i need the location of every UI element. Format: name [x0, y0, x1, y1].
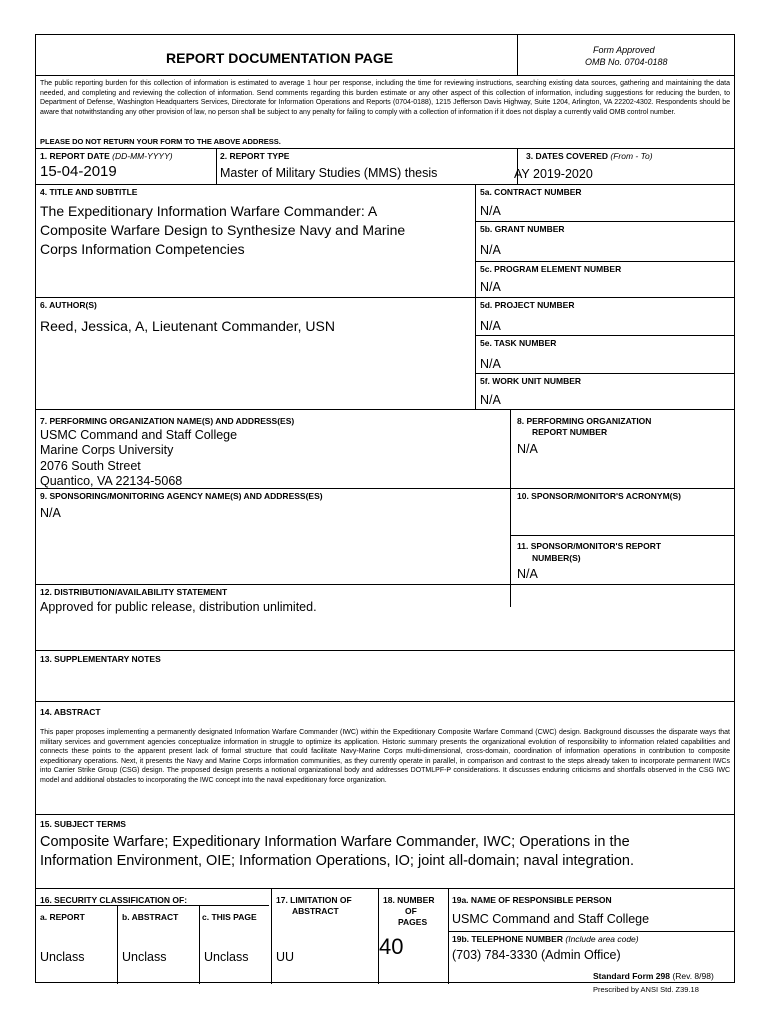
limitation-label: 17. LIMITATION OF — [276, 895, 352, 905]
number-of-pages-label-2: OF — [405, 906, 417, 916]
number-of-pages-label-3: PAGES — [398, 917, 428, 927]
distribution-value: Approved for public release, distribution unlimited. — [40, 600, 317, 614]
distribution-label: 12. DISTRIBUTION/AVAILABILITY STATEMENT — [40, 587, 228, 597]
report-title-line-1: The Expeditionary Information Warfare Commander: A — [40, 203, 378, 219]
program-element-label: 5c. PROGRAM ELEMENT NUMBER — [480, 264, 622, 274]
responsible-person-value: USMC Command and Staff College — [452, 912, 650, 926]
number-of-pages-value: 40 — [379, 934, 404, 959]
report-date-value: 15-04-2019 — [40, 163, 117, 180]
dates-covered-value: AY 2019-2020 — [514, 167, 593, 181]
abstract-text: This paper proposes implementing a permanently designated Information Warfare Commander (IWC) within the Expeditionary Composite Warfare Command (CWC) design. Background discusses the disparate ways that military services and government agencies conceptualize information in struggle to optimize its application. Historic summary presents the organizational evolution of responsibility to information related capabilities and connects these points to the apparent present lack of formal structure that could facilitate Navy-Marine Corps multi-dimensional, cross-domain, coordination of information operations in contribution to composite expeditionary operations. Next, it presents the Navy and Marine Corps information communities, as they currently operate in parallel, in comparison and contrast to the steps already taken to incorporate permanent IWCs into Carrier Strike Group (CSG) design. The proposed design presents a notional organizational body and addresses DOTMLPF-P considerations. It discusses enduring criticisms and shortfalls observed in the CSG IWC model and additional obstacles to incorporating the IWC concept into the naval expeditionary force organization. — [40, 729, 730, 784]
security-classification-label: 16. SECURITY CLASSIFICATION OF: — [40, 895, 188, 905]
authors-label: 6. AUTHOR(S) — [40, 300, 97, 310]
security-report-value: Unclass — [40, 950, 85, 964]
limitation-label-2: ABSTRACT — [292, 906, 339, 916]
sponsor-report-label-2: NUMBER(S) — [532, 553, 581, 563]
dates-covered-label: 3. DATES COVERED (From - To) — [526, 151, 653, 161]
performing-org-line-4: Quantico, VA 22134-5068 — [40, 474, 183, 488]
telephone-value: (703) 784-3330 (Admin Office) — [452, 948, 621, 962]
performing-org-label: 7. PERFORMING ORGANIZATION NAME(S) AND ADDRESS(ES) — [40, 416, 295, 426]
security-page-label: c. THIS PAGE — [202, 912, 257, 922]
performing-org-line-3: 2076 South Street — [40, 459, 141, 473]
task-number-label: 5e. TASK NUMBER — [480, 338, 557, 348]
form-approved-label: Form Approved — [593, 45, 655, 55]
security-page-value: Unclass — [204, 950, 249, 964]
omb-number: OMB No. 0704-0188 — [585, 57, 668, 67]
grant-number-value: N/A — [480, 243, 501, 257]
author-value: Reed, Jessica, A, Lieutenant Commander, USN — [40, 318, 335, 334]
responsible-person-label: 19a. NAME OF RESPONSIBLE PERSON — [452, 895, 612, 905]
report-type-label: 2. REPORT TYPE — [220, 151, 290, 161]
burden-statement: The public reporting burden for this collection of information is estimated to average 1 hour per response, including the time for reviewing instructions, searching existing data sources, gathering and maintaining the data needed, and completing and reviewing the collection of information. Send comments regarding this burden estimate or any other aspect of this collection of information, including suggestions for reducing the burden, to Department of Defense, Washington Headquarters Services, Directorate for Information Operations and Reports (0704-0188), 1215 Jefferson Davis Highway, Suite 1204, Arlington, VA 22202-4302. Respondents should be aware that notwithstanding any other provision of law, no person shall be subject to any penalty for failing to comply with a collection of information if it does not display a currently valid OMB control number. — [40, 80, 730, 116]
project-number-value: N/A — [480, 319, 501, 333]
title-subtitle-label: 4. TITLE AND SUBTITLE — [40, 187, 138, 197]
sponsor-acronym-label: 10. SPONSOR/MONITOR'S ACRONYM(S) — [517, 491, 682, 501]
program-element-value: N/A — [480, 280, 501, 294]
report-date-label: 1. REPORT DATE (DD-MM-YYYY) — [40, 151, 173, 161]
subject-terms-label: 15. SUBJECT TERMS — [40, 819, 126, 829]
number-of-pages-label: 18. NUMBER — [383, 895, 435, 905]
return-notice: PLEASE DO NOT RETURN YOUR FORM TO THE ABOVE ADDRESS. — [40, 137, 281, 146]
sponsor-report-label: 11. SPONSOR/MONITOR'S REPORT — [517, 541, 662, 551]
report-documentation-form — [35, 34, 735, 983]
telephone-label: 19b. TELEPHONE NUMBER (Include area code) — [452, 934, 639, 944]
performing-report-label: 8. PERFORMING ORGANIZATION — [517, 416, 652, 426]
security-report-label: a. REPORT — [40, 912, 85, 922]
sponsoring-agency-label: 9. SPONSORING/MONITORING AGENCY NAME(S) AND ADDRESS(ES) — [40, 491, 323, 501]
abstract-label: 14. ABSTRACT — [40, 707, 101, 717]
standard-form-label: Standard Form 298 (Rev. 8/98) — [593, 971, 714, 981]
report-title-line-3: Corps Information Competencies — [40, 241, 245, 257]
sponsoring-agency-value: N/A — [40, 506, 61, 520]
work-unit-value: N/A — [480, 393, 501, 407]
contract-number-label: 5a. CONTRACT NUMBER — [480, 187, 582, 197]
limitation-value: UU — [276, 950, 295, 964]
performing-org-line-1: USMC Command and Staff College — [40, 428, 238, 442]
project-number-label: 5d. PROJECT NUMBER — [480, 300, 575, 310]
subject-terms-line-1: Composite Warfare; Expeditionary Information Warfare Commander, IWC; Operations in the — [40, 834, 630, 850]
performing-org-line-2: Marine Corps University — [40, 443, 174, 457]
prescribed-by-label: Prescribed by ANSI Std. Z39.18 — [593, 985, 699, 994]
security-abstract-label: b. ABSTRACT — [122, 912, 179, 922]
work-unit-label: 5f. WORK UNIT NUMBER — [480, 376, 582, 386]
sponsor-report-value: N/A — [517, 567, 538, 581]
report-type-value: Master of Military Studies (MMS) thesis — [220, 166, 438, 180]
grant-number-label: 5b. GRANT NUMBER — [480, 224, 565, 234]
task-number-value: N/A — [480, 357, 501, 371]
form-title: REPORT DOCUMENTATION PAGE — [166, 50, 394, 66]
security-abstract-value: Unclass — [122, 950, 167, 964]
report-title-line-2: Composite Warfare Design to Synthesize Navy and Marine — [40, 222, 406, 238]
contract-number-value: N/A — [480, 204, 501, 218]
subject-terms-line-2: Information Environment, OIE; Information Operations, IO; joint all-domain; naval integration. — [40, 853, 634, 869]
performing-report-value: N/A — [517, 442, 538, 456]
performing-report-label-2: REPORT NUMBER — [532, 427, 608, 437]
supplementary-notes-label: 13. SUPPLEMENTARY NOTES — [40, 654, 161, 664]
